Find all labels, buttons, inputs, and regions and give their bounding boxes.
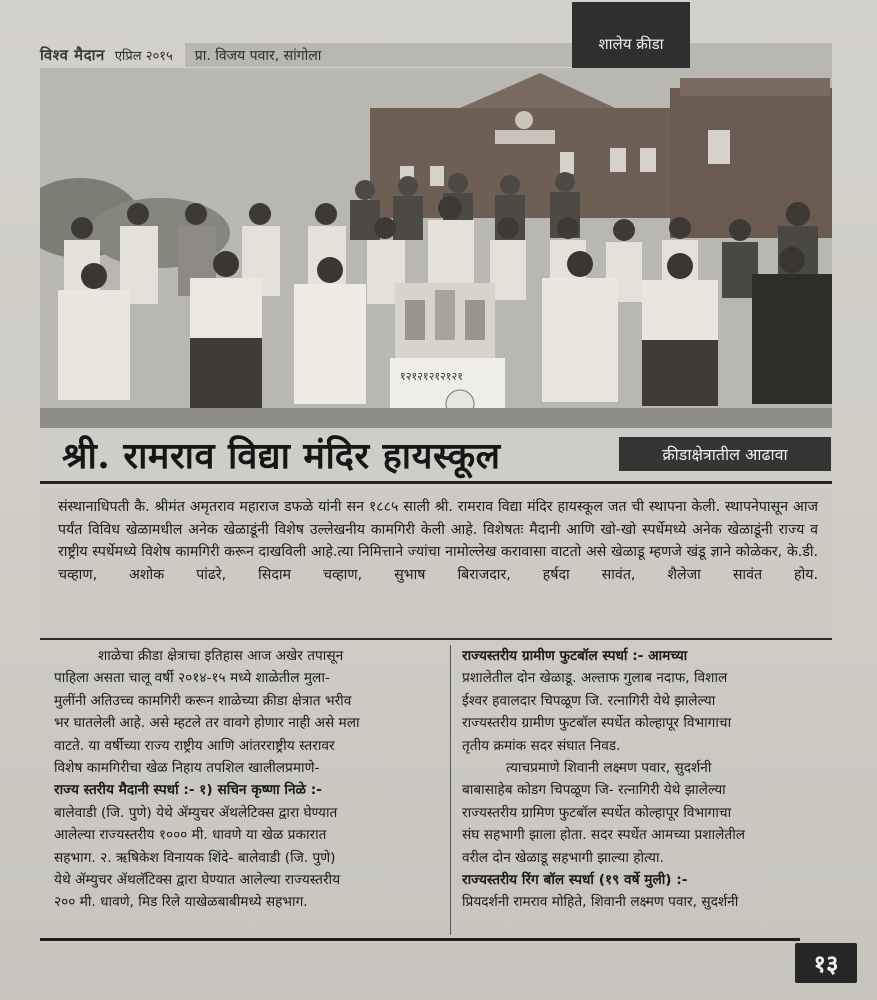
column-divider: [450, 645, 451, 935]
section-label: शालेय क्रीडा: [598, 35, 664, 53]
left-column-line: पाहिला असता चालू वर्षी २०१४-१५ मध्ये शाळेतील मुला-: [54, 670, 330, 687]
left-column-line: शाळेचा क्रीडा क्षेत्राचा इतिहास आज अखेर तपासून: [98, 648, 344, 664]
right-column-line: राज्यस्तरीय ग्रामीण फुटबॉल स्पर्धेत कोल्हापूर विभागाचा: [462, 715, 732, 732]
right-column: [462, 645, 842, 914]
right-column-line: प्रियदर्शनी रामराव मोहिते, शिवानी लक्ष्मण पवार, सुदर्शनी: [462, 894, 739, 911]
left-column-line: राज्य स्तरीय मैदानी स्पर्धा :- १) सचिन कृष्णा निळे :-: [54, 782, 322, 799]
page-number-box: [795, 943, 857, 983]
right-column-line: राज्यस्तरीय रिंग बॉल स्पर्धा (१९ वर्षे मुली) :-: [462, 872, 688, 889]
page-number: १३: [813, 949, 839, 978]
title-rule: [40, 481, 832, 484]
left-column-line: मुलींनी अतिउच्च कामगिरी करून शाळेच्या क्रीडा क्षेत्रात भरीव: [54, 692, 352, 709]
intro-paragraph: संस्थानाधिपती कै. श्रीमंत अमृतराव महाराज डफळे यांनी सन १८८५ साली श्री. रामराव विद्या मंदिर हायस्कूल जत ची स्थापना केली. स्थापनेपासून आज पर्यंत विविध खेळामधील अनेक खेळाडूंनी विशेष उल्लेखनीय कामगिरी केली आहे. विशेषतः मैदानी आणि खो-खो स्पर्धेमध्ये अनेक खेळाडूंनी राज्य व राष्ट्रीय स्पर्धेमध्ये विशेष कामगिरी करून दाखविली आहे.त्या निमित्ताने ज्यांचा नामोल्लेख करावासा वाटतो असे खेळाडू म्हणजे खंडू ज्ञाने कोळेकर, के.डी. चव्हाण, अशोक पांढरे, सिदाम चव्हाण, सुभाष बिराजदार, हर्षदा सावंत, शैलेजा सावंत होय.: [58, 499, 818, 583]
left-column: [54, 645, 444, 914]
article-subtitle: क्रीडाक्षेत्रातील आढावा: [662, 445, 788, 464]
right-column-line: त्याचप्रमाणे शिवानी लक्ष्मण पवार, सुदर्शनी: [506, 760, 712, 777]
issue-date: एप्रिल २०१५: [114, 49, 173, 64]
article-subtitle-box: [619, 437, 831, 471]
left-column-line: २०० मी. धावणे, मिड रिले याखेळबाबीमध्ये सहभाग.: [54, 894, 308, 911]
group-photo-illustration: [40, 68, 832, 430]
photo-banner-text: १२१२१२१२१२१: [400, 370, 463, 383]
left-column-line: बालेवाडी (जि. पुणे) येथे ॲम्युचर ॲथलेटिक्स द्वारा घेण्यात: [54, 804, 338, 821]
right-column-line: संघ सहभागी झाला होता. सदर स्पर्धेत आमच्या प्रशालेतील: [462, 827, 746, 844]
left-column-line: वाटते. या वर्षीच्या राज्य राष्ट्रीय आणि आंतरराष्ट्रीय स्तरावर: [54, 737, 335, 754]
right-column-line: तृतीय क्रमांक सदर संघात निवड.: [462, 737, 621, 754]
section-tab: [572, 2, 690, 70]
left-column-line: सहभाग. २. ऋषिकेश विनायक शिंदे- बालेवाडी (जि. पुणे): [54, 849, 336, 866]
left-column-line: येथे ॲम्युचर ॲथलॅटिक्स द्वारा घेण्यात आलेल्या राज्यस्तरीय: [54, 872, 341, 889]
right-column-line: ईश्वर हवालदार चिपळूण जि. रत्नागिरी येथे झालेल्या: [462, 692, 716, 709]
article-title: श्री. रामराव विद्या मंदिर हायस्कूल: [62, 435, 501, 477]
left-column-line: विशेष कामगिरीचा खेळ निहाय तपशिल खालीलप्रमाणे-: [54, 760, 320, 777]
right-column-line: बाबासाहेब कोडग चिपळूण जि- रत्नागिरी येथे झालेल्या: [462, 782, 726, 799]
group-photo: [40, 68, 832, 430]
left-column-line: भर घातलेली आहे. असे म्हटले तर वावगे होणार नाही असे मला: [54, 715, 360, 732]
right-column-line: प्रशालेतील दोन खेळाडू. अल्ताफ गुलाब नदाफ, विशाल: [462, 670, 728, 687]
author-name: प्रा. विजय पवार, सांगोला: [194, 47, 322, 64]
left-column-line: आलेल्या राज्यस्तरीय १००० मी. धावणे या खेळ प्रकारात: [54, 827, 327, 844]
right-column-line: राज्यस्तरीय ग्रामिण फुटबॉल स्पर्धेत कोल्हापूर विभागाचा: [462, 804, 732, 821]
bottom-rule: [40, 938, 800, 941]
right-column-line: वरील दोन खेळाडू सहभागी झाल्या होत्या.: [462, 849, 664, 866]
right-column-line: राज्यस्तरीय ग्रामीण फुटबॉल स्पर्धा :- आमच्या: [462, 648, 688, 664]
header-rule: [690, 46, 832, 70]
intro-box: [40, 488, 832, 640]
magazine-logo: विश्व मैदान: [40, 46, 105, 64]
